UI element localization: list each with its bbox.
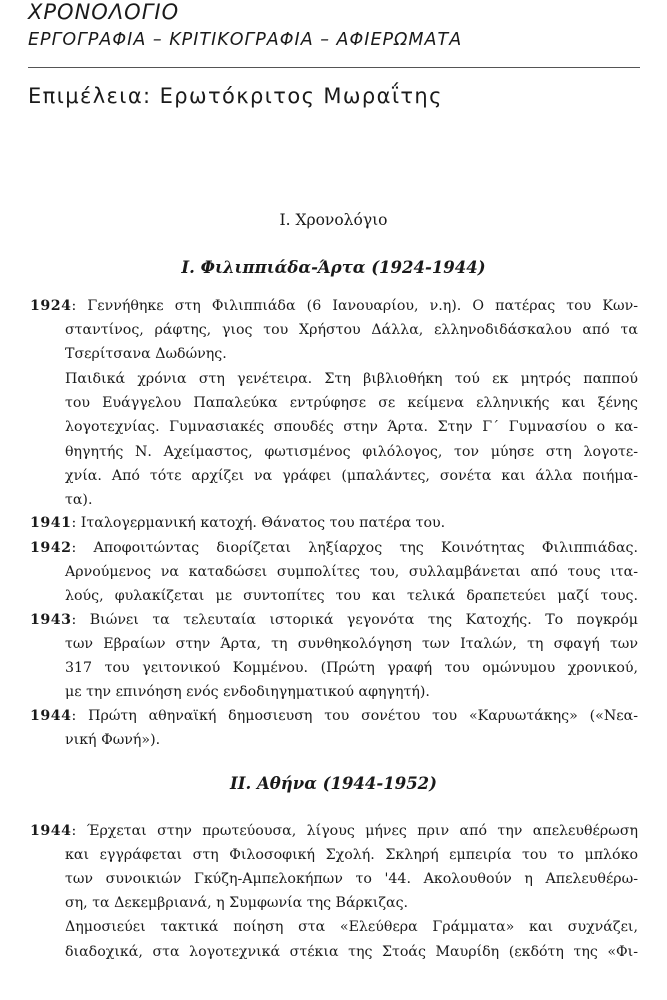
text-line: Τσερίτσανα Δωδώνης. <box>65 346 227 362</box>
text-line: διαδοχικά, στα λογοτεχνικά στέκια της Στοάς Μαυρίδη (εκδότη της «Φι- <box>65 944 638 960</box>
chronology-heading: Ι. Χρονολόγιο <box>279 211 388 229</box>
text-line: τα). <box>65 492 93 508</box>
text-line: των Εβραίων στην Άρτα, τη συνθηκολόγηση των Ιταλών, τη σφαγή των <box>65 636 638 652</box>
text-line: 1943: Βιώνει τα τελευταία ιστορικά γεγονότα της Κατοχής. Το πογκρόμ <box>30 612 638 628</box>
text-line: Δημοσιεύει τακτικά ποίηση στα «Ελεύθερα Γράμματα» και συχνάζει, <box>65 919 638 935</box>
text-line: λογοτεχνίας. Γυμνασιακές σπουδές στην Άρτα. Στην Γ΄ Γυμνασίου ο κα- <box>65 419 638 435</box>
text-line: χνία. Από τότε αρχίζει να γράφει (μπαλάντες, σονέτα και άλλα ποιήμα- <box>65 468 638 484</box>
header-subtitle: ΕΡΓΟΓΡΑΦΙΑ – ΚΡΙΤΙΚΟΓΡΑΦΙΑ – ΑΦΙΕΡΩΜΑΤΑ <box>28 30 463 50</box>
text-line: 1944: Πρώτη αθηναϊκή δημοσιευση του σονέτου του «Καρυωτάκης» («Νεα- <box>30 708 638 724</box>
text-line: 1944: Έρχεται στην πρωτεύουσα, λίγους μήνες πριν από την απελευθέρωση <box>30 823 638 839</box>
text-line: των συνοικιών Γκύζη-Αμπελοκήπων το '44. Ακολουθούν η Απελευθέρω- <box>65 871 638 887</box>
text-line: σταντίνος, ράφτης, γιος του Χρήστου Δάλλα, ελληνοδιδάσκαλου από τα <box>65 322 638 338</box>
text-line: νική Φωνή»). <box>65 732 161 748</box>
text-line: του Ευάγγελου Παπαλεύκα εντρύφησε σε κείμενα ελληνικής και ξένης <box>65 395 638 411</box>
text-line: με την επινόηση ενός ενδοδιηγηματικού αφηγητή). <box>65 684 430 700</box>
header-divider <box>28 67 640 68</box>
text-line: 317 του γειτονικού Κομμένου. (Πρώτη γραφή του ομώνυμου χρονικού, <box>65 660 638 676</box>
text-line: 1924: Γεννήθηκε στη Φιλιππιάδα (6 Ιανουαρίου, ν.η). Ο πατέρας του Κων- <box>30 298 638 314</box>
section-heading-filippiada: Ι. Φιλιππιάδα-Άρτα (1924-1944) <box>181 258 486 277</box>
text-line: Αρνούμενος να καταδώσει συμπολίτες του, συλλαμβάνεται από τους ιτα- <box>65 564 638 580</box>
text-line: 1941: Ιταλογερμανική κατοχή. Θάνατος του πατέρα του. <box>30 515 446 531</box>
text-line: ση, τα Δεκεμβριανά, η Συμφωνία της Βάρκιζας. <box>65 895 409 911</box>
header-title: ΧΡΟΝΟΛΟΓΙΟ <box>28 0 180 24</box>
text-line: 1942: Αποφοιτώντας διορίζεται ληξίαρχος της Κοινότητας Φιλιππιάδας. <box>30 540 638 556</box>
editor-credit: Επιμέλεια: Ερωτόκριτος Μωραΐτης <box>28 84 443 108</box>
text-line: Παιδικά χρόνια στη γενέτειρα. Στη βιβλιοθήκη τού εκ μητρός παππού <box>65 371 638 387</box>
text-line: και εγγράφεται στη Φιλοσοφική Σχολή. Σκληρή εμπειρία του το μπλόκο <box>65 847 638 863</box>
section-heading-athina: ΙΙ. Αθήνα (1944-1952) <box>230 774 437 793</box>
text-line: θηγητής Ν. Αχείμαστος, φωτισμένος φιλόλογος, τον μύησε στη λογοτε- <box>65 444 638 460</box>
text-line: λούς, φυλακίζεται με συντοπίτες του και τελικά δραπετεύει μαζί τους. <box>65 588 638 604</box>
